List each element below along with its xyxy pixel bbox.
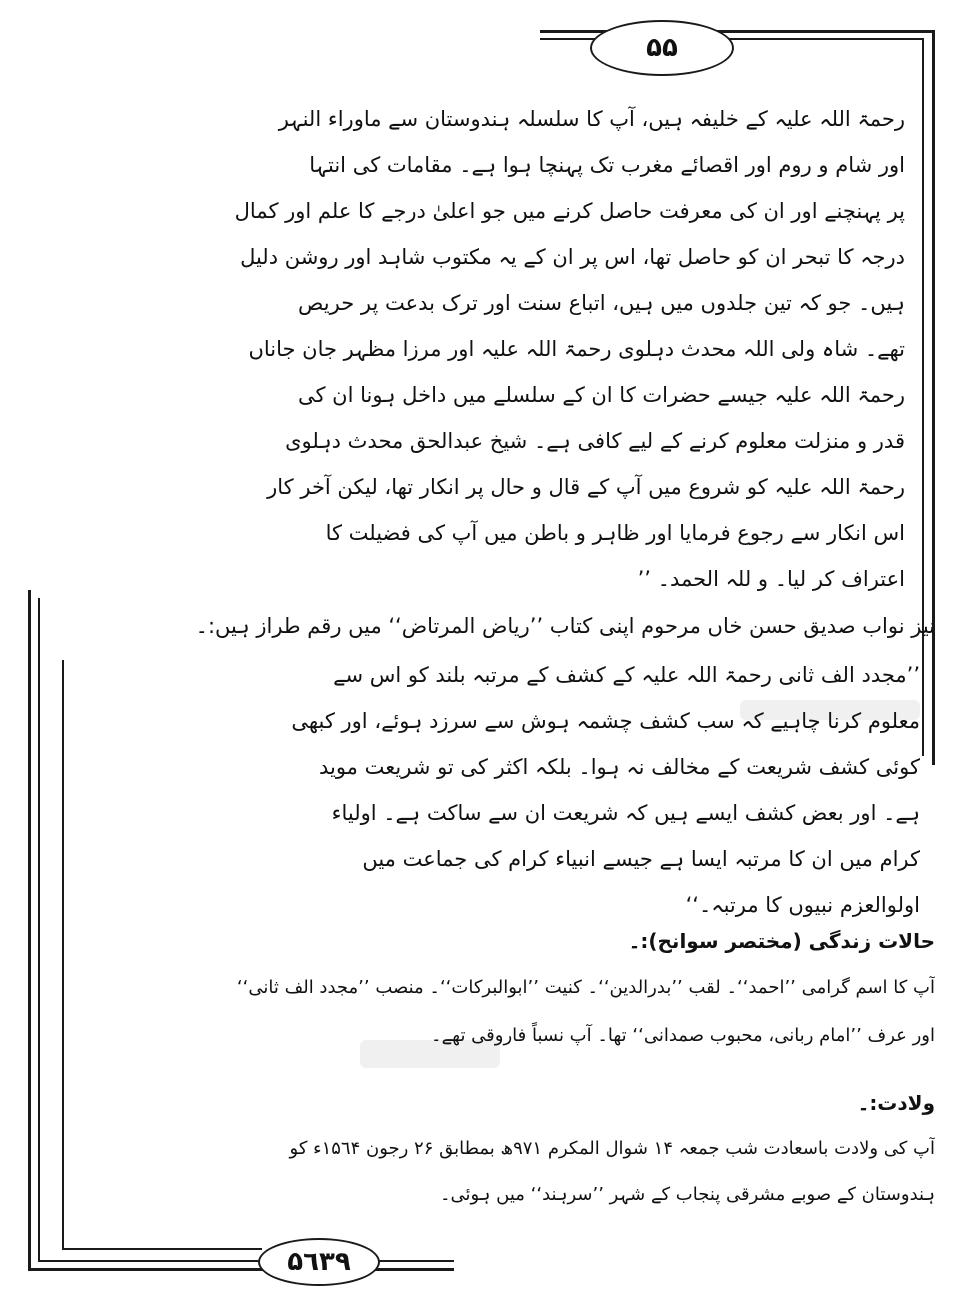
biography-line: آپ کا اسم گرامی ’’احمد‘‘۔ لقب ’’بدرالدین‘‘۔ کنیت ’’ابوالبرکات‘‘۔ منصب ’’مجدد الف ثانی‘‘ [236,977,935,998]
left-border-line-outer [28,590,31,1270]
section-birth [70,1080,935,1218]
quote-block-1 [205,96,905,602]
intro-paragraph [195,603,935,649]
left-border-line-inner [38,598,40,1262]
birth-line: ہندوستان کے صوبے مشرقی پنجاب کے شہر ’’سرہند‘‘ میں ہوئی۔ [440,1184,935,1205]
quote2-line: کوئی کشف شریعت کے مخالف نہ ہوا۔ بلکہ اکثر کی تو شریعت موید [318,755,920,779]
quote1-line: ہیں۔ جو کہ تین جلدوں میں ہیں، اتباع سنت اور ترک بدعت پر حریص [298,291,905,315]
quote2-line: اولوالعزم نبیوں کا مرتبہ۔‘‘ [685,893,920,917]
quote2-line: معلوم کرنا چاہیے کہ سب کشف چشمہ ہوش سے سرزد ہوئے، اور کبھی [291,709,920,733]
quote1-line: اعتراف کر لیا۔ و للہ الحمد۔ ’’ [637,567,905,591]
quote1-line: درجہ کا تبحر ان کو حاصل تھا، اس پر ان کے یہ مکتوب شاہد اور روشن دلیل [240,245,905,269]
right-border-line-outer [932,30,935,765]
section-biography [70,918,935,1060]
bottom-page-number: ۵٦۳۹ [258,1238,380,1286]
quote1-line: قدر و منزلت معلوم کرنے کے لیے کافی ہے۔ شیخ عبدالحق محدث دہلوی [285,429,905,453]
quote1-line: رحمۃ اللہ علیہ کو شروع میں آپ کے قال و حال پر انکار تھا، لیکن آخر کار [267,475,905,499]
left-border-line-third [62,660,64,1250]
quote2-line: ’’مجدد الف ثانی رحمۃ اللہ علیہ کے کشف کے مرتبہ بلند کو اس سے [333,663,920,687]
quote1-line: اس انکار سے رجوع فرمایا اور ظاہر و باطن میں آپ کی فضیلت کا [325,521,905,545]
quote1-line: رحمۃ اللہ علیہ کے خلیفہ ہیں، آپ کا سلسلہ ہندوستان سے ماوراء النہر [278,107,905,131]
section-heading: ولادت:۔ [857,1091,935,1115]
quote1-line: تھے۔ شاہ ولی اللہ محدث دہلوی رحمۃ اللہ علیہ اور مرزا مظہر جان جاناں [248,337,905,361]
bottom-border-line-inner [38,1260,454,1262]
quote1-line: اور شام و روم اور اقصائے مغرب تک پہنچا ہوا ہے۔ مقامات کی انتہا [309,153,905,177]
intro-line: نیز نواب صدیق حسن خاں مرحوم اپنی کتاب ’’ریاض المرتاض‘‘ میں رقم طراز ہیں:۔ [195,614,935,638]
quote1-line: پر پہنچنے اور ان کی معرفت حاصل کرنے میں جو اعلیٰ درجے کا علم اور کمال [234,199,905,223]
bottom-border-line-third [62,1248,262,1250]
quote1-line: رحمۃ اللہ علیہ جیسے حضرات کا ان کے سلسلے میں داخل ہونا ان کی [298,383,905,407]
top-page-number: ۵۵ [590,20,734,76]
bottom-border-line-outer [28,1268,454,1271]
quote2-line: کرام میں ان کا مرتبہ ایسا ہے جیسے انبیاء کرام کی جماعت میں [362,847,920,871]
section-heading: حالات زندگی (مختصر سوانح):۔ [628,929,935,953]
top-border-line-outer [540,30,934,33]
quote-block-2 [205,652,920,928]
birth-line: آپ کی ولادت باسعادت شب جمعہ ۱۴ شوال المکرم ۹۷۱ھ بمطابق ۲۶ رجون ۱۵٦۴ء کو [289,1138,935,1159]
biography-line: اور عرف ’’امام ربانی، محبوب صمدانی‘‘ تھا۔ آپ نسباً فاروقی تھے۔ [431,1025,935,1046]
quote2-line: ہے۔ اور بعض کشف ایسے ہیں کہ شریعت ان سے ساکت ہے۔ اولیاء [331,801,920,825]
